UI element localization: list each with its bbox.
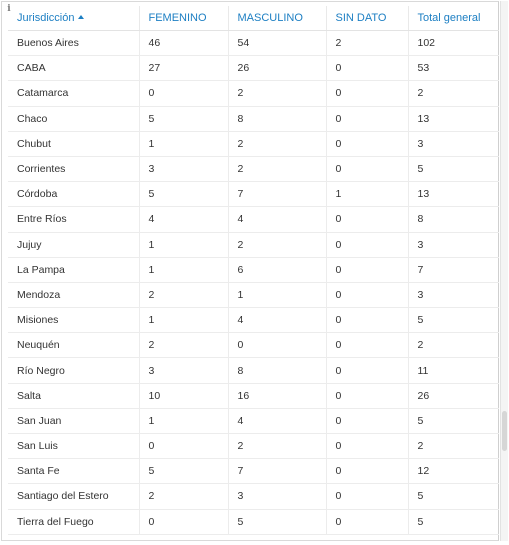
cell-sin-dato: 0 (326, 484, 408, 509)
table-row (8, 257, 499, 282)
cell-total-general: 3 (408, 282, 499, 307)
column-header-total-general[interactable]: Total general (408, 6, 499, 31)
cell-femenino: 27 (139, 56, 228, 81)
cell-jurisdiccion: Chaco (8, 106, 139, 131)
cell-femenino: 2 (139, 282, 228, 307)
cell-total-general: 102 (408, 31, 499, 56)
cell-masculino: 0 (228, 333, 326, 358)
cell-masculino: 2 (228, 81, 326, 106)
table-row (8, 308, 499, 333)
table-row (8, 333, 499, 358)
cell-sin-dato: 0 (326, 333, 408, 358)
cell-femenino: 1 (139, 131, 228, 156)
scrollbar-thumb[interactable] (502, 411, 507, 451)
table-row (8, 434, 499, 459)
cell-masculino: 26 (228, 56, 326, 81)
cell-jurisdiccion: Santiago del Estero (8, 484, 139, 509)
cell-jurisdiccion: Buenos Aires (8, 31, 139, 56)
cell-total-general: 3 (408, 131, 499, 156)
table-row (8, 509, 499, 534)
cell-total-general: 5 (408, 484, 499, 509)
cell-total-general: 5 (408, 156, 499, 181)
cell-sin-dato: 0 (326, 232, 408, 257)
cell-femenino: 1 (139, 408, 228, 433)
cell-total-general: 2 (408, 434, 499, 459)
cell-total-general: 7 (408, 257, 499, 282)
cell-total-general: 11 (408, 358, 499, 383)
cell-sin-dato: 0 (326, 106, 408, 131)
table-row (8, 358, 499, 383)
cell-jurisdiccion: Neuquén (8, 333, 139, 358)
cell-total-general: 13 (408, 106, 499, 131)
cell-total-general: 13 (408, 182, 499, 207)
cell-masculino: 7 (228, 459, 326, 484)
cell-jurisdiccion: Mendoza (8, 282, 139, 307)
cell-masculino: 16 (228, 383, 326, 408)
cell-total-general: 8 (408, 207, 499, 232)
cell-jurisdiccion: Chubut (8, 131, 139, 156)
cell-jurisdiccion: Catamarca (8, 81, 139, 106)
table-row (8, 106, 499, 131)
cell-masculino: 5 (228, 509, 326, 534)
cell-total-general: 26 (408, 383, 499, 408)
cell-sin-dato: 0 (326, 207, 408, 232)
cell-masculino: 4 (228, 308, 326, 333)
cell-total-general: 12 (408, 459, 499, 484)
table-row (8, 182, 499, 207)
cell-femenino: 0 (139, 509, 228, 534)
cell-total-general: 5 (408, 408, 499, 433)
cell-sin-dato: 0 (326, 81, 408, 106)
table-row (8, 232, 499, 257)
cell-jurisdiccion: CABA (8, 56, 139, 81)
cell-jurisdiccion: Tierra del Fuego (8, 509, 139, 534)
cell-masculino: 2 (228, 232, 326, 257)
cell-total-general: 2 (408, 81, 499, 106)
cell-femenino: 5 (139, 106, 228, 131)
cell-masculino: 6 (228, 257, 326, 282)
cell-femenino: 0 (139, 81, 228, 106)
table-row (8, 56, 499, 81)
cell-jurisdiccion: La Pampa (8, 257, 139, 282)
cell-femenino: 4 (139, 207, 228, 232)
cell-masculino: 4 (228, 408, 326, 433)
cell-femenino: 0 (139, 434, 228, 459)
cell-masculino: 8 (228, 106, 326, 131)
cell-total-general: 53 (408, 56, 499, 81)
cell-jurisdiccion: San Juan (8, 408, 139, 433)
table-row (8, 282, 499, 307)
cell-jurisdiccion: Entre Ríos (8, 207, 139, 232)
cell-sin-dato: 0 (326, 509, 408, 534)
cell-femenino: 3 (139, 156, 228, 181)
table-row (8, 207, 499, 232)
cell-jurisdiccion: Córdoba (8, 182, 139, 207)
column-header-femenino[interactable]: FEMENINO (139, 6, 228, 31)
column-header-sin-dato[interactable]: SIN DATO (326, 6, 408, 31)
cell-masculino: 2 (228, 156, 326, 181)
cell-sin-dato: 0 (326, 459, 408, 484)
cell-sin-dato: 0 (326, 131, 408, 156)
table-row (8, 31, 499, 56)
vertical-scrollbar[interactable] (500, 1, 508, 541)
cell-total-general: 5 (408, 509, 499, 534)
cell-femenino: 5 (139, 459, 228, 484)
cell-sin-dato: 1 (326, 182, 408, 207)
cell-jurisdiccion: Río Negro (8, 358, 139, 383)
cell-masculino: 1 (228, 282, 326, 307)
cell-femenino: 2 (139, 333, 228, 358)
cell-sin-dato: 0 (326, 56, 408, 81)
cell-sin-dato: 0 (326, 308, 408, 333)
cell-femenino: 1 (139, 257, 228, 282)
cell-sin-dato: 2 (326, 31, 408, 56)
table-body (8, 31, 499, 535)
cell-femenino: 1 (139, 232, 228, 257)
table-row (8, 81, 499, 106)
header-row (8, 6, 499, 31)
table-row (8, 156, 499, 181)
table-row (8, 408, 499, 433)
cell-jurisdiccion: Misiones (8, 308, 139, 333)
cell-femenino: 46 (139, 31, 228, 56)
cell-femenino: 5 (139, 182, 228, 207)
cell-sin-dato: 0 (326, 408, 408, 433)
cell-sin-dato: 0 (326, 257, 408, 282)
cell-jurisdiccion: Salta (8, 383, 139, 408)
column-header-jurisdiccion[interactable]: Jurisdicción (8, 6, 139, 31)
cell-total-general: 5 (408, 308, 499, 333)
cell-masculino: 3 (228, 484, 326, 509)
cell-jurisdiccion: Jujuy (8, 232, 139, 257)
cell-femenino: 2 (139, 484, 228, 509)
cell-masculino: 7 (228, 182, 326, 207)
cell-sin-dato: 0 (326, 434, 408, 459)
cell-jurisdiccion: San Luis (8, 434, 139, 459)
table-row (8, 383, 499, 408)
cell-sin-dato: 0 (326, 358, 408, 383)
cell-masculino: 2 (228, 434, 326, 459)
info-icon[interactable]: i (7, 4, 11, 14)
cell-femenino: 3 (139, 358, 228, 383)
sort-ascending-icon (78, 15, 84, 19)
cell-total-general: 3 (408, 232, 499, 257)
table-row (8, 484, 499, 509)
table-row (8, 131, 499, 156)
cell-jurisdiccion: Corrientes (8, 156, 139, 181)
cell-masculino: 54 (228, 31, 326, 56)
cell-sin-dato: 0 (326, 156, 408, 181)
cell-sin-dato: 0 (326, 282, 408, 307)
cell-femenino: 10 (139, 383, 228, 408)
cell-femenino: 1 (139, 308, 228, 333)
table-row (8, 459, 499, 484)
cell-sin-dato: 0 (326, 383, 408, 408)
cell-masculino: 8 (228, 358, 326, 383)
cell-masculino: 4 (228, 207, 326, 232)
column-header-masculino[interactable]: MASCULINO (228, 6, 326, 31)
data-table-panel (1, 1, 499, 541)
data-table (8, 6, 499, 535)
cell-total-general: 2 (408, 333, 499, 358)
cell-jurisdiccion: Santa Fe (8, 459, 139, 484)
cell-masculino: 2 (228, 131, 326, 156)
